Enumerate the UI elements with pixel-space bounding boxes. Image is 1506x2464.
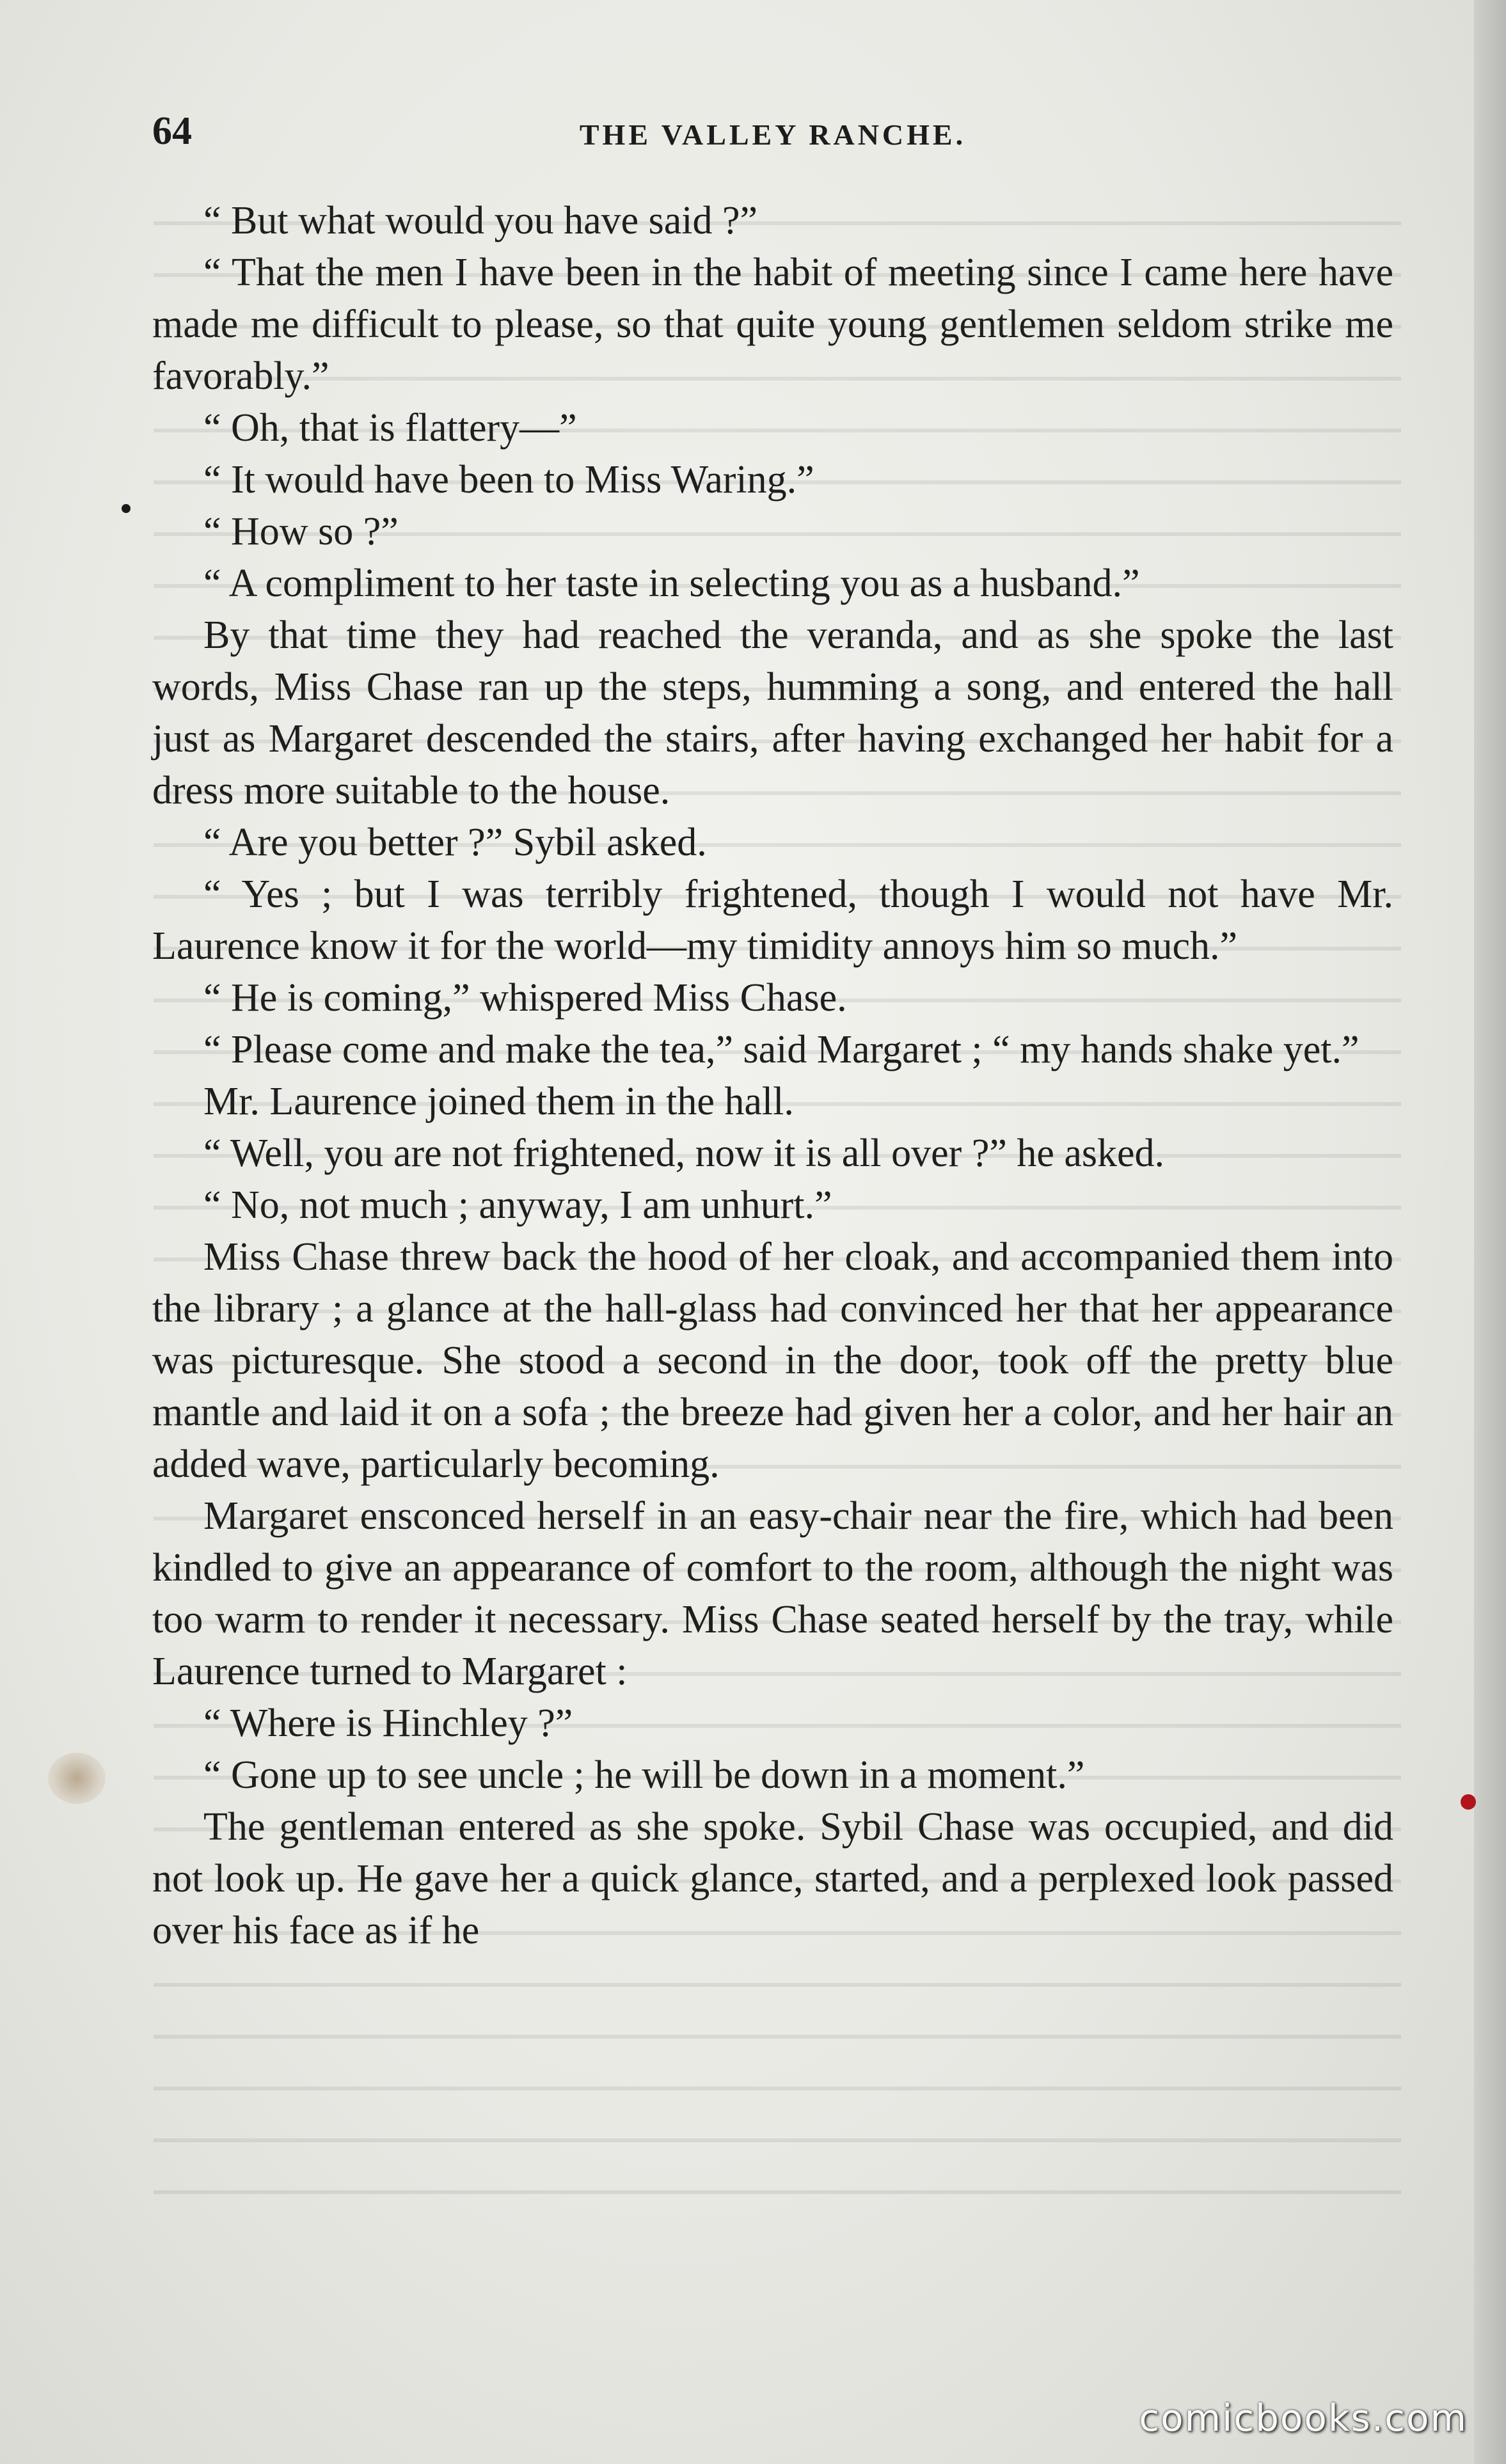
paragraph: “ Gone up to see uncle ; he will be down in a moment.” xyxy=(203,1753,1085,1797)
paragraph: Miss Chase threw back the hood of her cloak, and accompanied them into the library ; a glance at the hall-glass had convinced her that her appearance was picturesque. She stood a second in the door, took off the pretty blue mantle and laid it on a sofa ; the breeze had given her a color, and her hair an added wave, particularly becoming. xyxy=(152,1235,1393,1486)
paragraph: “ Yes ; but I was terribly frightened, though I would not have Mr. Laurence know it for the world—my timidity annoys him so much.” xyxy=(152,873,1393,968)
page-edge-shadow xyxy=(1474,0,1506,2464)
paragraph: “ Well, you are not frightened, now it is all over ?” he asked. xyxy=(203,1132,1165,1175)
paragraph: Mr. Laurence joined them in the hall. xyxy=(203,1080,794,1123)
page-number: 64 xyxy=(152,109,192,153)
paragraph: “ A compliment to her taste in selecting you as a husband.” xyxy=(203,562,1140,605)
paragraph: By that time they had reached the veranda, and as she spoke the last words, Miss Chase ran up the steps, humming a song, and entered the hall just as Margaret descended the stairs, after having exchanged her habit for a dress more suitable to the house. xyxy=(152,613,1393,812)
paragraph: “ That the men I have been in the habit of meeting since I came here have made me difficult to please, so that quite young gentlemen seldom strike me favorably.” xyxy=(152,251,1393,398)
paragraph: “ Where is Hinchley ?” xyxy=(203,1702,573,1745)
paper-stain xyxy=(48,1753,106,1804)
paragraph: “ It would have been to Miss Waring.” xyxy=(203,458,814,501)
paragraph: The gentleman entered as she spoke. Sybil Chase was occupied, and did not look up. He gave her a quick glance, started, and a perplexed look passed over his face as if he xyxy=(152,1805,1393,1952)
body-text xyxy=(152,195,1393,1957)
paragraph: “ Please come and make the tea,” said Margaret ; “ my hands shake yet.” xyxy=(203,1028,1359,1071)
paragraph: Margaret ensconced herself in an easy-chair near the fire, which had been kindled to give an appearance of comfort to the room, although the night was too warm to render it necessary. Miss Chase seated herself by the tray, while Laurence turned to Margaret : xyxy=(152,1494,1393,1693)
running-title: THE VALLEY RANCHE. xyxy=(579,118,967,151)
paragraph: “ He is coming,” whispered Miss Chase. xyxy=(203,976,847,1020)
paragraph: “ Oh, that is flattery—” xyxy=(203,406,577,450)
paragraph: “ But what would you have said ?” xyxy=(203,199,758,242)
red-ink-dot xyxy=(1461,1794,1476,1810)
paragraph: “ No, not much ; anyway, I am unhurt.” xyxy=(203,1183,832,1227)
paragraph: “ How so ?” xyxy=(203,510,399,553)
page-header xyxy=(152,109,1393,166)
paragraph: “ Are you better ?” Sybil asked. xyxy=(203,821,707,864)
ink-dot xyxy=(122,504,131,513)
watermark: comicbooks.com xyxy=(1139,2396,1468,2440)
